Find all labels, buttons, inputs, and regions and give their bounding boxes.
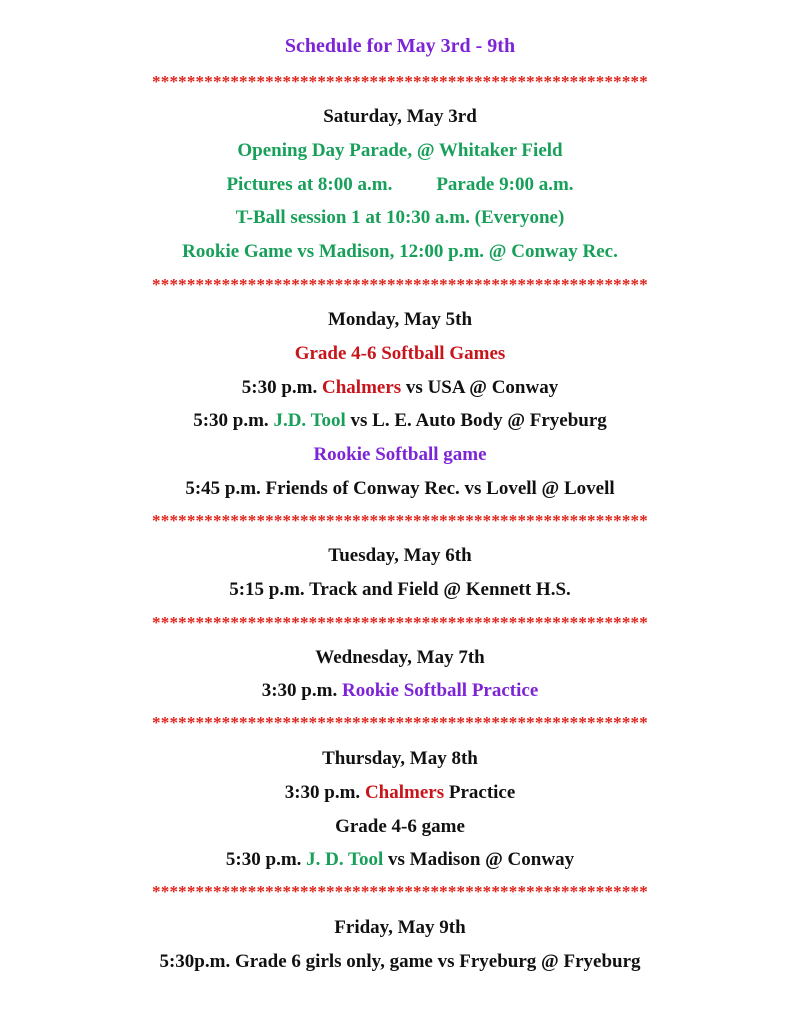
saturday-day-heading: Saturday, May 3rd [323,106,477,127]
game-details: vs L. E. Auto Body @ Fryeburg [345,410,607,431]
thursday-day-heading: Thursday, May 8th [322,748,478,769]
team-name: Chalmers [364,782,445,803]
game-details: vs Madison @ Conway [383,849,575,870]
event-time: 3:30 p.m. [284,782,365,803]
tuesday-day-heading: Tuesday, May 6th [328,545,472,566]
separator-line: ********************************************************* [152,713,648,732]
friday-event: 5:30p.m. Grade 6 girls only, game vs Fryeburg @ Fryeburg [159,951,641,972]
wednesday-day-heading: Wednesday, May 7th [315,647,485,668]
team-name: J.D. Tool [273,410,346,431]
tuesday-event: 5:15 p.m. Track and Field @ Kennett H.S. [229,579,571,600]
saturday-parade-time: Parade 9:00 a.m. [436,174,574,195]
monday-game-1 [0,376,800,400]
wednesday-event [0,679,800,703]
event-details: Practice [444,782,516,803]
monday-game-2 [0,409,800,433]
team-name: Chalmers [322,377,402,398]
monday-day-heading: Monday, May 5th [327,309,473,330]
event-name: Rookie Softball Practice [341,680,539,701]
thursday-heading: Grade 4-6 game [335,816,465,837]
separator-line: ********************************************************* [152,882,648,901]
monday-rookie-game: 5:45 p.m. Friends of Conway Rec. vs Lovell @ Lovell [185,478,615,499]
page-title: Schedule for May 3rd - 9th [284,35,516,57]
game-details: vs USA @ Conway [401,377,559,398]
saturday-tball: T-Ball session 1 at 10:30 a.m. (Everyone) [235,207,565,228]
separator-line: ********************************************************* [152,275,648,294]
saturday-rookie: Rookie Game vs Madison, 12:00 p.m. @ Conway Rec. [182,241,618,262]
thursday-practice [0,781,800,805]
separator-line: ********************************************************* [152,511,648,530]
friday-day-heading: Friday, May 9th [334,917,466,938]
thursday-game [0,848,800,872]
saturday-pictures: Pictures at 8:00 a.m. [226,174,393,195]
saturday-times [0,173,800,197]
team-name: J. D. Tool [306,849,384,870]
game-time: 5:30 p.m. [241,377,323,398]
saturday-parade: Opening Day Parade, @ Whitaker Field [237,140,563,161]
game-time: 5:30 p.m. [225,849,307,870]
monday-rookie-heading: Rookie Softball game [313,444,487,465]
game-time: 5:30 p.m. [193,410,274,431]
separator-line: ********************************************************* [152,613,648,632]
separator-line: ********************************************************* [152,72,648,91]
event-time: 3:30 p.m. [261,680,342,701]
monday-heading: Grade 4-6 Softball Games [294,343,506,364]
